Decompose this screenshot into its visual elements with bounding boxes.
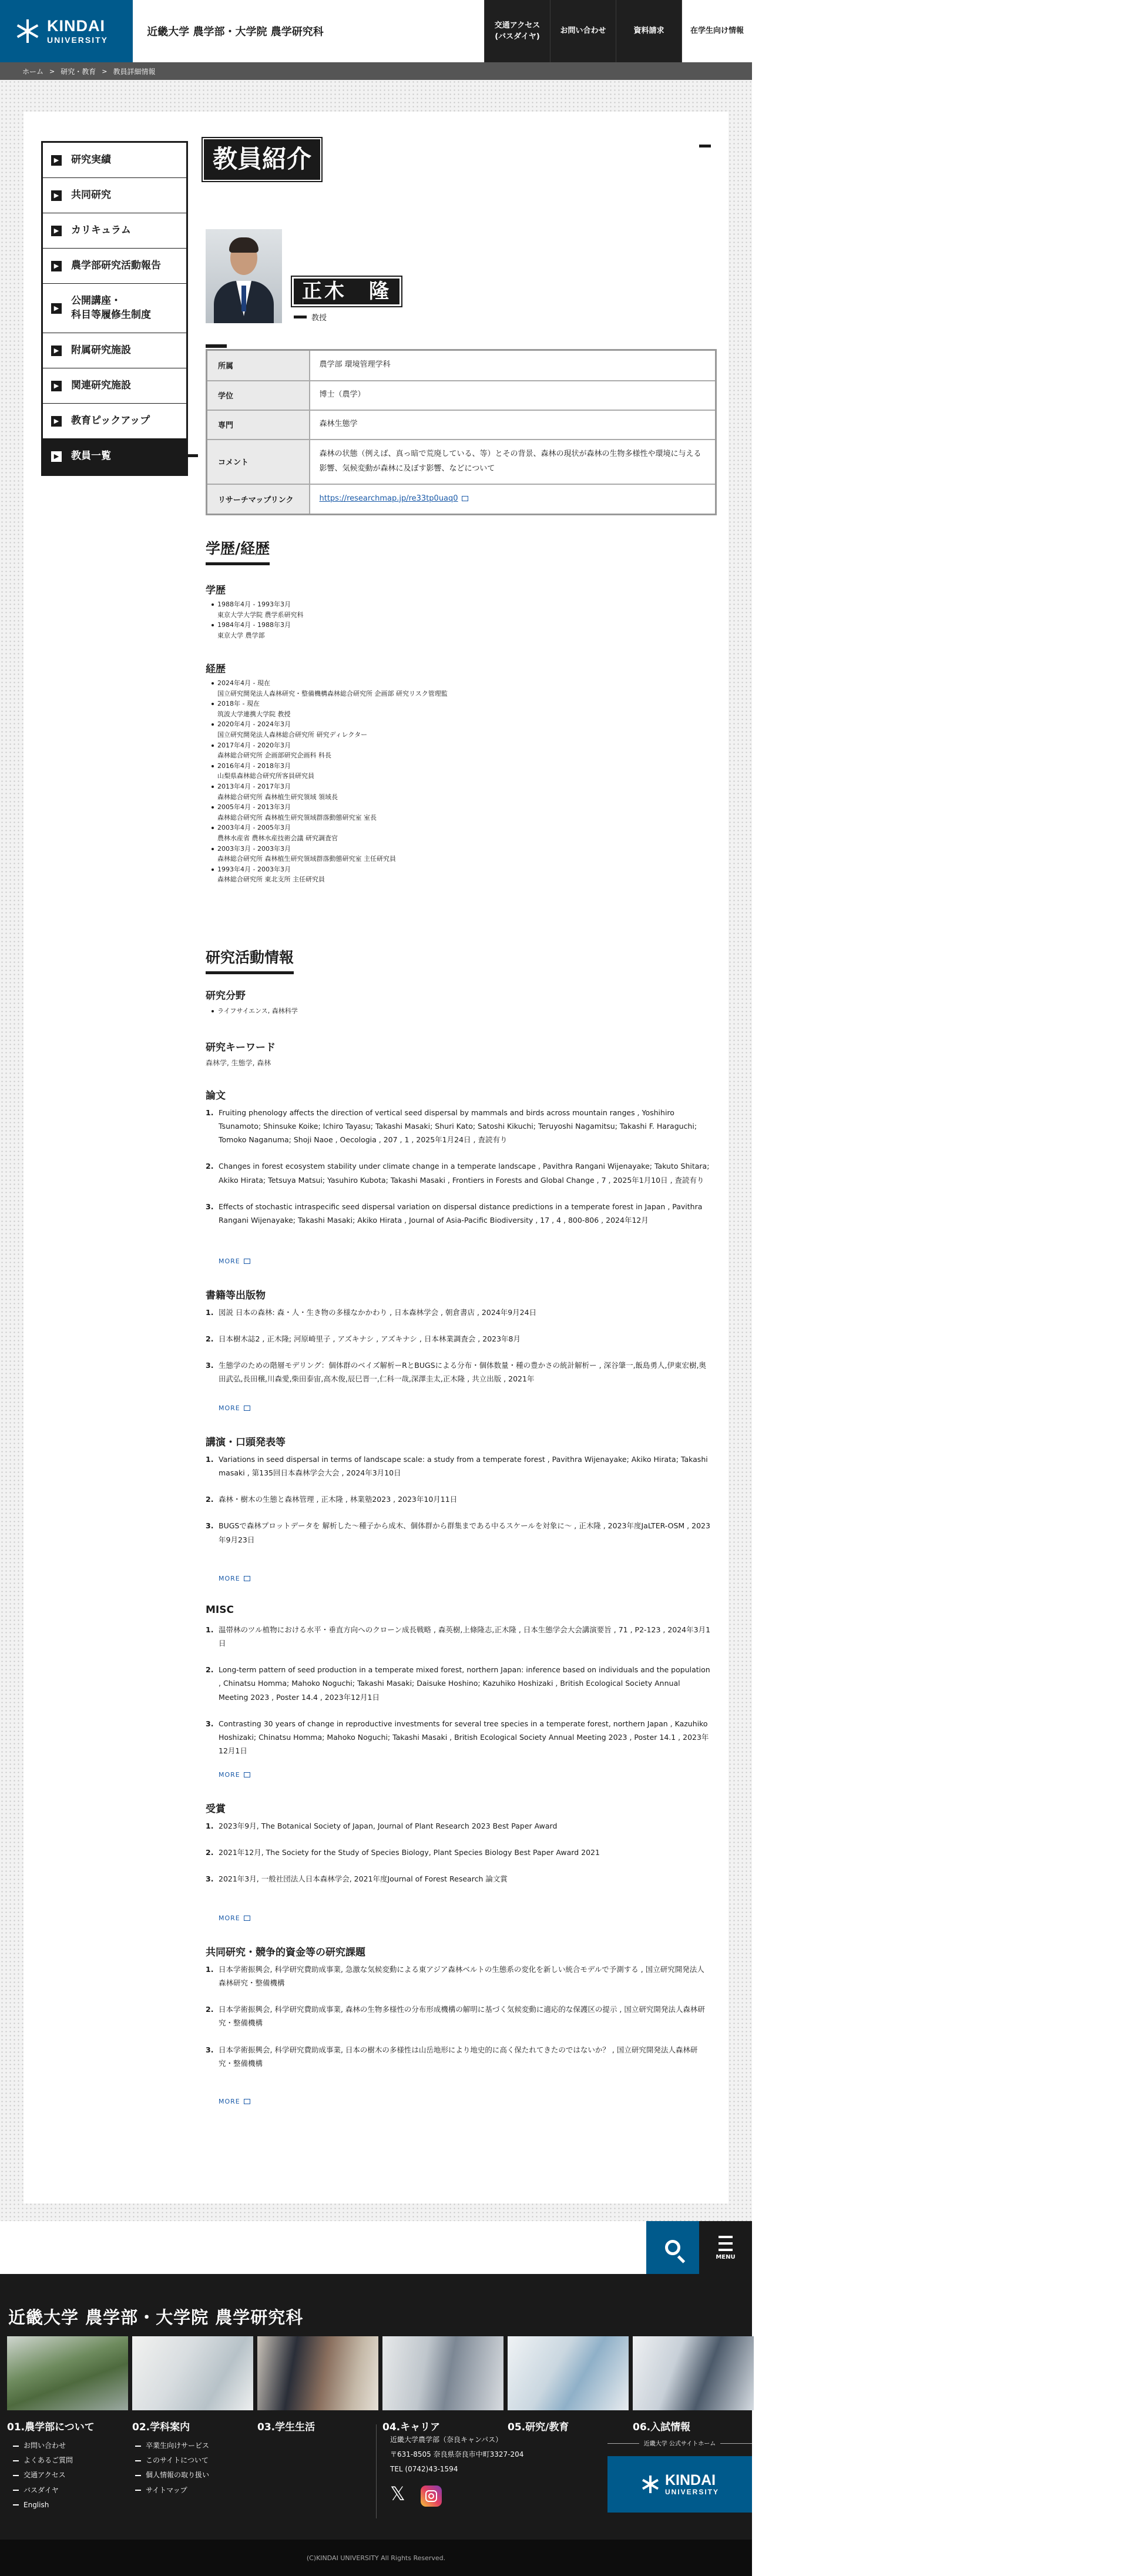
footer-link[interactable]: お問い合わせ [13, 2439, 73, 2453]
grants-more-link[interactable]: MORE [219, 2098, 250, 2105]
table-cell [310, 484, 716, 515]
table-row [207, 440, 716, 484]
content-panel [24, 112, 728, 2203]
talks-heading: 講演・口頭発表等 [206, 1437, 286, 1448]
books-heading: 書籍等出版物 [206, 1290, 266, 1302]
list-item: 1. 日本学術振興会, 科学研究費助成事業, 急激な気候変動による東アジア森林ベルトの生態系の変化を新しい統合モデルで予測する , 国立研究開発法人森林研究・整備機構 [206, 1965, 704, 1988]
list-item: 2. 日本樹木誌2 , 正木隆; 河原崎里子 , アズキナシ , アズキナシ , 日本林業調査会 , 2023年8月 [206, 1334, 521, 1344]
keyword-heading: 研究キーワード [206, 1042, 276, 1054]
list-item: 2016年4月 - 2018年3月 山梨県森林総合研究所客員研究員 [212, 761, 682, 781]
list-item: 1. 温帯林のツル植物における水平・垂直方向へのクローン成長戦略 , 森英樹,上條隆志,正木隆 , 日本生態学会大会講演要旨 , 71 , P2-123 , 2024年3月1日 [206, 1625, 711, 1648]
list-item: 1. 図説 日本の森林: 森・人・生き物の多様なかかわり , 日本森林学会 , 朝倉書店 , 2024年9月24日 [206, 1308, 537, 1317]
search-icon [665, 2240, 680, 2255]
list-item: 2. 日本学術振興会, 科学研究費助成事業, 森林の生物多様性の分布形成機構の解明に基づく気候変動に適応的な保護区の提示 , 国立研究開発法人森林研究・整備機構 [206, 2005, 705, 2028]
sidebar-item-related-facilities[interactable]: ▶ 関連研究施設 [43, 368, 186, 404]
kindai-logo[interactable] [0, 0, 133, 62]
header-nav-access[interactable]: 交通アクセス (バスダイヤ) [484, 0, 550, 62]
table-cell: 博士（農学） [310, 381, 716, 410]
official-site-label: 近畿大学 公式サイトホーム [607, 2439, 752, 2447]
awards-list [206, 1819, 711, 1899]
external-link-icon [244, 1916, 250, 1921]
external-link-icon [244, 1406, 250, 1411]
table-cell: 農学部 環境管理学科 [310, 350, 716, 381]
papers-heading: 論文 [206, 1090, 226, 1102]
table-cell: 森林生態学 [310, 410, 716, 440]
misc-heading: MISC [206, 1604, 234, 1616]
misc-list [206, 1623, 711, 1770]
search-button[interactable] [646, 2221, 699, 2274]
list-item: 1988年4月 - 1993年3月 東京大学大学院 農学系研究科 [212, 599, 682, 620]
list-item: 2. 森林・樹木の生態と森林管理 , 正木隆 , 林業塾2023 , 2023年10月11日 [206, 1495, 458, 1504]
education-list [212, 599, 682, 640]
awards-more-link[interactable]: MORE [219, 1914, 250, 1922]
arrow-right-icon: ▶ [51, 416, 62, 427]
card-image [633, 2336, 754, 2410]
footer-link[interactable]: よくあるご質問 [13, 2453, 73, 2468]
card-research[interactable]: 05.研究/教育 [508, 2336, 629, 2433]
research-heading: 研究活動情報 [206, 948, 294, 974]
list-item: 2005年4月 - 2013年3月 森林総合研究所 森林植生研究領域群落動態研究室 室長 [212, 802, 682, 823]
site-header [0, 0, 752, 62]
arrow-right-icon: ▶ [51, 346, 62, 356]
breadcrumb-separator-icon: > [102, 67, 108, 75]
breadcrumb-research[interactable]: 研究・教育 [61, 67, 96, 76]
keyword-text: 森林学, 生態学, 森林 [206, 1059, 271, 1067]
x-twitter-icon[interactable]: 𝕏 [390, 2483, 405, 2505]
card-image [382, 2336, 503, 2410]
list-item: 3. Contrasting 30 years of change in reproductive investments for several tree species in a temperate forest, northern Japan , Kazuhiko Hoshizaki; Chinatsu Homma; Mahoko Noguchi; Takashi Masaki , British Ecological Society Annual Meeting 2023 , Poster 14.1 , 2023年12月1日 [206, 1719, 709, 1755]
faculty-name: 正木 隆 [294, 279, 400, 304]
card-departments[interactable]: 02.学科案内 [132, 2336, 253, 2433]
table-row [207, 410, 716, 440]
footer-kindai-logo[interactable]: KINDAI UNIVERSITY [607, 2456, 752, 2513]
copyright: (C)KINDAI UNIVERSITY All Rights Reserved. [0, 2540, 752, 2576]
table-header-cell: 所属 [207, 350, 310, 381]
sidebar-item-education-pickup[interactable]: ▶ 教育ピックアップ [43, 404, 186, 439]
footer-divider [376, 2424, 377, 2518]
breadcrumb-separator-icon: > [49, 67, 55, 75]
hamburger-icon [719, 2236, 733, 2238]
external-link-icon [462, 496, 468, 501]
grants-list [206, 1963, 711, 2083]
work-heading: 経歴 [206, 663, 226, 675]
list-item: ライフサイエンス, 森林科学 [212, 1006, 682, 1017]
list-item: 2. Long-term pattern of seed production in a temperate mixed forest, northern Japan: inference based on individuals and the population , Chinatsu Homma; Mahoko Noguchi; Takashi Masaki; Daisuke Hoshino; Kazuhiko Hoshizaki , British Ecological Society Annual Meeting 2023 , Poster 14.4 , 2023年12月1日 [206, 1665, 710, 1702]
header-nav-contact[interactable]: お問い合わせ [550, 0, 616, 62]
external-link-icon [244, 2099, 250, 2104]
sidebar-item-joint-research[interactable]: ▶ 共同研究 [43, 178, 186, 213]
external-link-icon [244, 1772, 250, 1777]
card-image [7, 2336, 128, 2410]
table-header-cell: 学位 [207, 381, 310, 410]
footer-links-2 [135, 2439, 209, 2498]
title-decoration [699, 145, 711, 147]
table-decoration [206, 344, 227, 348]
kindai-emblem-icon [14, 18, 41, 45]
list-item: 2003年3月 - 2003年3月 森林総合研究所 森林植生研究領域群落動態研究室 主任研究員 [212, 844, 682, 864]
external-link-icon [244, 1576, 250, 1581]
header-nav [484, 0, 752, 62]
misc-more-link[interactable]: MORE [219, 1771, 250, 1779]
logo-main-text: KINDAI [47, 17, 105, 35]
faculty-photo [206, 229, 282, 323]
site-title[interactable]: 近畿大学 農学部・大学院 農学研究科 [147, 26, 324, 38]
footer-link[interactable]: バスダイヤ [13, 2483, 73, 2498]
list-item: 1. Variations in seed dispersal in terms of landscape scale: a study from a temperate forest , Pavithra Wijenayake; Akiko Hirata; Takashi masaki , 第135回日本森林学会大会 , 2024年3月10日 [206, 1455, 708, 1478]
list-item: 2017年4月 - 2020年3月 森林総合研究所 企画部研究企画科 科長 [212, 740, 682, 761]
list-item: 1. 2023年9月, The Botanical Society of Japan, Journal of Plant Research 2023 Best Paper Award [206, 1822, 558, 1830]
footer-brand: 近畿大学 農学部・大学院 農学研究科 [8, 2307, 304, 2327]
list-item: 1984年4月 - 1988年3月 東京大学 農学部 [212, 620, 682, 640]
card-image [508, 2336, 629, 2410]
table-header-cell: コメント [207, 440, 310, 484]
sidebar [41, 141, 188, 476]
footer-links-1 [13, 2439, 73, 2513]
sidebar-item-achievements[interactable]: ▶ 研究実績 [43, 143, 186, 178]
header-nav-students[interactable]: 在学生向け情報 [682, 0, 752, 62]
footer-link[interactable]: 卒業生向けサービス [135, 2439, 209, 2453]
arrow-right-icon: ▶ [51, 303, 62, 314]
arrow-right-icon: ▶ [51, 261, 62, 271]
menu-button[interactable] [699, 2221, 752, 2274]
list-item: 3. 日本学術振興会, 科学研究費助成事業, 日本の樹木の多様性は山岳地形により地史的に高く保たれてきたのではないか？ , 国立研究開発法人森林研究・整備機構 [206, 2045, 698, 2068]
card-admissions[interactable]: 06.入試情報 [633, 2336, 754, 2433]
card-student-life[interactable]: 03.学生生活 [257, 2336, 378, 2433]
books-more-link[interactable]: MORE [219, 1404, 250, 1412]
list-item: 3. 生態学のための階層モデリング：個体群のベイズ解析ーRとBUGSによる分布・個体数量・種の豊かさの統計解析ー , 深谷肇一,飯島勇人,伊東宏樹,奥田武弘,長田穣,川森愛,柴田泰宙,高木俊,辰巳晋一,仁科一哉,深澤圭太,正木隆 , 共立出版 , 2021年 [206, 1361, 706, 1384]
card-image [257, 2336, 378, 2410]
page-title: 教員紹介 [206, 141, 318, 178]
list-item: 2024年4月 - 現在 国立研究開発法人森林研究・整備機構森林総合研究所 企画部 研究リスク管理監 [212, 678, 682, 699]
footer-address: 近畿大学農学部（奈良キャンパス） 〒631-8505 奈良県奈良市中町3327-204 TEL (0742)43-1594 [390, 2436, 524, 2474]
menu-label: MENU [716, 2254, 736, 2260]
breadcrumb-home[interactable]: ホーム [22, 67, 44, 76]
list-item: 2. Changes in forest ecosystem stability under climate change in a temperate landscape , Pavithra Rangani Wijenayake; Takuto Shitara; Akiko Hirata; Tetsuya Matsui; Yasuhiro Kubota; Takashi Masaki , Frontiers in Forests and Global Change , 7 , 2025年1月10日 , 査読有り [206, 1162, 710, 1185]
list-item: 3. Effects of stochastic intraspecific seed dispersal variation on dispersal distance predictions in a temperate forest in Japan , Pavithra Rangani Wijenayake; Takashi Masaki; Akiko Hirata , Journal of Asia-Pacific Biodiversity , 17 , 4 , 800-806 , 2024年12月 [206, 1202, 703, 1225]
table-cell: 森林の状態（例えば、真っ暗で荒廃している、等）とその背景、森林の現状が森林の生物多様性や環境に与える影響、気候変動が森林に及ぼす影響、などについて [310, 440, 716, 484]
external-link-icon [244, 1259, 250, 1264]
list-item: 1. Fruiting phenology affects the direction of vertical seed dispersal by mammals and birds across mountain ranges , Yoshihiro Tsunamoto; Shinsuke Koike; Ichiro Tayasu; Takashi Masaki; Shuri Kato; Satoshi Kikuchi; Teruyoshi Nagamitsu; Takashi F. Haraguchi; Tomoko Naganuma; Shoji Naoe , Oecologia , 207 , 1 , 2025年1月24日 , 査読有り [206, 1108, 697, 1145]
talks-more-link[interactable]: MORE [219, 1575, 250, 1582]
table-row [207, 350, 716, 381]
list-item: 3. 2021年3月, 一般社団法人日本森林学会, 2021年度Journal of Forest Research 論文賞 [206, 1874, 508, 1884]
card-career[interactable]: 04.キャリア [382, 2336, 503, 2433]
education-heading: 学歴 [206, 585, 226, 596]
faculty-rank-label: 教授 [311, 314, 327, 323]
researchmap-link[interactable]: https://researchmap.jp/re33tp0uaq0 [319, 494, 458, 503]
footer-link[interactable]: 交通アクセス [13, 2468, 73, 2483]
table-header-cell: 専門 [207, 410, 310, 440]
kindai-emblem-icon [640, 2474, 660, 2494]
list-item: 2020年4月 - 2024年3月 国立研究開発法人森林総合研究所 研究ディレクター [212, 719, 682, 740]
sidebar-item-open-lectures[interactable]: ▶ 公開講座・ 科目等履修生制度 [43, 284, 186, 333]
talks-list [206, 1453, 711, 1559]
field-heading: 研究分野 [206, 990, 246, 1002]
card-image [132, 2336, 253, 2410]
footer-link[interactable]: 個人情報の取り扱い [135, 2468, 209, 2483]
sidebar-item-faculty-list[interactable]: ▶ 教員一覧 [43, 439, 186, 474]
sidebar-item-curriculum[interactable]: ▶ カリキュラム [43, 213, 186, 249]
footer-link[interactable]: サイトマップ [135, 2483, 209, 2498]
arrow-right-icon: ▶ [51, 155, 62, 166]
breadcrumb [0, 62, 752, 80]
card-about[interactable]: 01.農学部について [7, 2336, 128, 2433]
papers-list [206, 1106, 711, 1240]
footer-link[interactable]: English [13, 2498, 73, 2513]
list-item: 2018年 - 現在 筑波大学連携大学院 教授 [212, 699, 682, 719]
grants-heading: 共同研究・競争的資金等の研究課題 [206, 1947, 365, 1958]
work-list [212, 678, 682, 885]
table-header-cell: リサーチマップリンク [207, 484, 310, 515]
sidebar-item-affiliated-facilities[interactable]: ▶ 附属研究施設 [43, 333, 186, 368]
profile-table [206, 349, 717, 515]
list-item: 1993年4月 - 2003年3月 森林総合研究所 東北支所 主任研究員 [212, 864, 682, 885]
logo-sub-text: UNIVERSITY [47, 35, 109, 45]
arrow-right-icon: ▶ [51, 190, 62, 201]
field-list [212, 1006, 682, 1017]
awards-heading: 受賞 [206, 1803, 226, 1815]
instagram-icon[interactable] [421, 2486, 442, 2507]
list-item: 2. 2021年12月, The Society for the Study of Species Biology, Plant Species Biology Best Paper Award 2021 [206, 1848, 600, 1857]
sidebar-item-activity-report[interactable]: ▶ 農学部研究活動報告 [43, 249, 186, 284]
footer-link[interactable]: このサイトについて [135, 2453, 209, 2468]
papers-more-link[interactable]: MORE [219, 1257, 250, 1265]
table-row [207, 381, 716, 410]
arrow-right-icon: ▶ [51, 381, 62, 391]
books-list [206, 1306, 711, 1399]
footer-nav-cards [7, 2336, 754, 2433]
breadcrumb-current: 教員詳細情報 [113, 67, 156, 76]
list-item: 2003年4月 - 2005年3月 農林水産省 農林水産技術会議 研究調査官 [212, 823, 682, 843]
career-heading: 学歴/経歴 [206, 539, 270, 565]
list-item: 3. BUGSで森林プロットデータを 解析した～種子から成木、個体群から群集まである中るスケールを対象に～ , 正木隆 , 2023年度JaLTER-OSM , 2023年9月23日 [206, 1521, 710, 1544]
header-nav-request[interactable]: 資料請求 [616, 0, 682, 62]
table-row [207, 484, 716, 515]
floating-bar [0, 2221, 752, 2274]
main-area [0, 80, 752, 2221]
arrow-right-icon: ▶ [51, 226, 62, 236]
list-item: 2013年4月 - 2017年3月 森林総合研究所 森林植生研究領域 領域長 [212, 781, 682, 802]
arrow-right-icon: ▶ [51, 451, 62, 462]
faculty-rank [294, 311, 327, 323]
